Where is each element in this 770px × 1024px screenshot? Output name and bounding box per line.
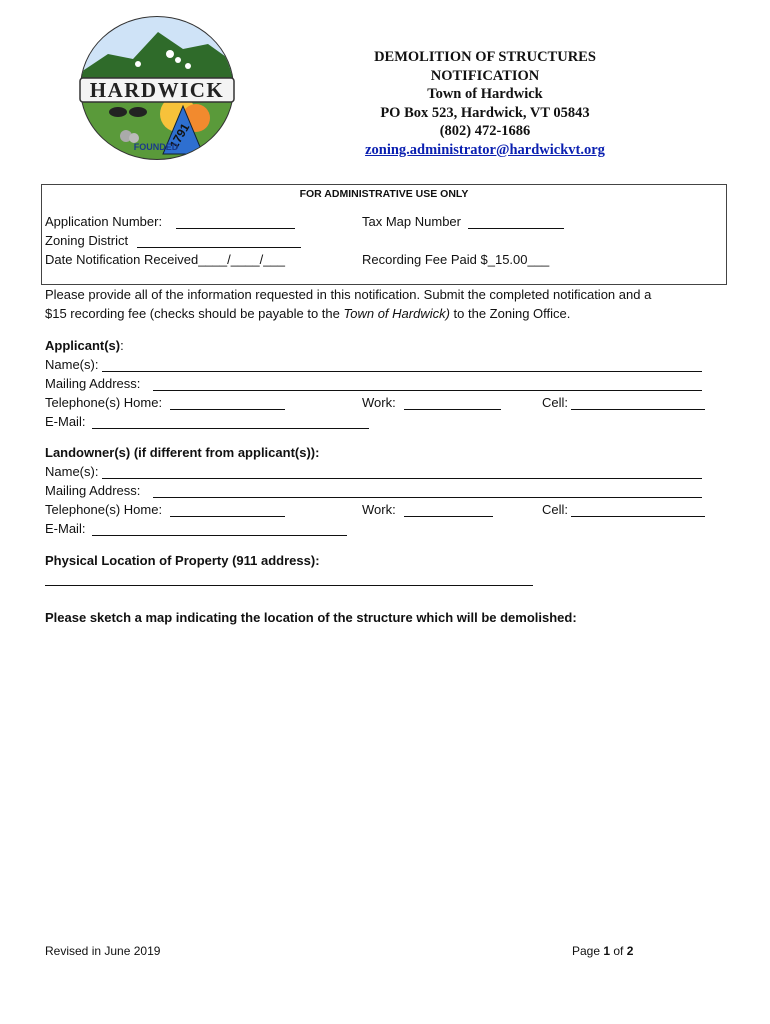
document-header bbox=[330, 48, 640, 159]
application-number-line[interactable] bbox=[176, 228, 295, 229]
applicant-work-line[interactable] bbox=[404, 409, 501, 410]
applicant-work-label: Work: bbox=[362, 395, 396, 410]
applicant-mailing-line[interactable] bbox=[153, 390, 702, 391]
landowner-names-line[interactable] bbox=[102, 478, 702, 479]
tax-map-line[interactable] bbox=[468, 228, 564, 229]
page-prefix: Page bbox=[572, 944, 604, 958]
applicant-email-label: E-Mail: bbox=[45, 414, 86, 429]
seal-name: HARDWICK bbox=[89, 78, 225, 102]
landowner-email-line[interactable] bbox=[92, 535, 347, 536]
sketch-heading: Please sketch a map indicating the location of the structure which will be demolished: bbox=[45, 610, 577, 625]
landowner-mailing-label: Mailing Address: bbox=[45, 483, 141, 498]
phone-number: (802) 472-1686 bbox=[439, 123, 531, 139]
applicant-cell-label: Cell: bbox=[542, 395, 569, 410]
applicant-home-phone-line[interactable] bbox=[170, 409, 285, 410]
applicant-cell-line[interactable] bbox=[571, 409, 705, 410]
landowner-work-label: Work: bbox=[362, 502, 396, 517]
current-page: 1 bbox=[603, 944, 611, 958]
instructions-line2 bbox=[45, 304, 570, 323]
landowner-home-phone-line[interactable] bbox=[170, 516, 285, 517]
applicant-names-line[interactable] bbox=[102, 371, 702, 372]
application-number-label: Application Number: bbox=[45, 214, 163, 229]
applicant-heading-text: Applicant(s) bbox=[45, 338, 121, 353]
instructions-line1: Please provide all of the information requested in this notification. Submit the completed notification and a bbox=[45, 287, 652, 302]
landowner-home-phone-label: Telephone(s) Home: bbox=[45, 502, 163, 517]
recording-fee-label: Recording Fee Paid $_15.00___ bbox=[362, 252, 550, 267]
zoning-district-label: Zoning District bbox=[45, 233, 129, 248]
page-number bbox=[572, 942, 633, 961]
applicant-heading-colon: : bbox=[120, 338, 124, 353]
applicant-mailing-label: Mailing Address: bbox=[45, 376, 141, 391]
mailing-address: PO Box 523, Hardwick, VT 05843 bbox=[380, 104, 590, 121]
landowner-cell-label: Cell: bbox=[542, 502, 569, 517]
landowner-email-label: E-Mail: bbox=[45, 521, 86, 536]
landowner-names-label: Name(s): bbox=[45, 464, 99, 479]
applicant-email-line[interactable] bbox=[92, 428, 369, 429]
tax-map-label: Tax Map Number bbox=[362, 214, 461, 229]
page-of: of bbox=[610, 944, 627, 958]
landowner-mailing-line[interactable] bbox=[153, 497, 702, 498]
admin-use-box bbox=[41, 184, 727, 285]
document-title-line2: NOTIFICATION bbox=[430, 67, 540, 84]
sketch-area[interactable] bbox=[45, 632, 725, 932]
email-link[interactable]: zoning.administrator@hardwickvt.org bbox=[365, 141, 605, 158]
seal-year: 1791 bbox=[166, 120, 193, 152]
admin-heading: FOR ADMINISTRATIVE USE ONLY bbox=[299, 188, 469, 200]
property-location-heading: Physical Location of Property (911 address): bbox=[45, 553, 320, 568]
town-name: Town of Hardwick bbox=[427, 86, 543, 102]
landowner-cell-line[interactable] bbox=[571, 516, 705, 517]
landowner-work-line[interactable] bbox=[404, 516, 493, 517]
revision-note: Revised in June 2019 bbox=[45, 944, 161, 958]
applicant-home-phone-label: Telephone(s) Home: bbox=[45, 395, 163, 410]
seal-founded: FOUNDED bbox=[133, 142, 179, 152]
document-title-line1: DEMOLITION OF STRUCTURES bbox=[374, 49, 596, 65]
instructions-text-end: to the Zoning Office. bbox=[449, 306, 571, 321]
applicant-heading bbox=[45, 336, 124, 355]
zoning-district-line[interactable] bbox=[137, 247, 301, 248]
instructions-text: $15 recording fee (checks should be payable to the bbox=[45, 306, 344, 321]
total-pages: 2 bbox=[626, 944, 634, 958]
property-location-line[interactable] bbox=[45, 585, 533, 586]
hardwick-town-seal bbox=[78, 14, 236, 162]
applicant-names-label: Name(s): bbox=[45, 357, 99, 372]
landowner-heading: Landowner(s) (if different from applicant(s)): bbox=[45, 445, 320, 460]
date-received-label: Date Notification Received____/____/___ bbox=[45, 252, 285, 267]
payee-name: Town of Hardwick) bbox=[343, 306, 450, 321]
